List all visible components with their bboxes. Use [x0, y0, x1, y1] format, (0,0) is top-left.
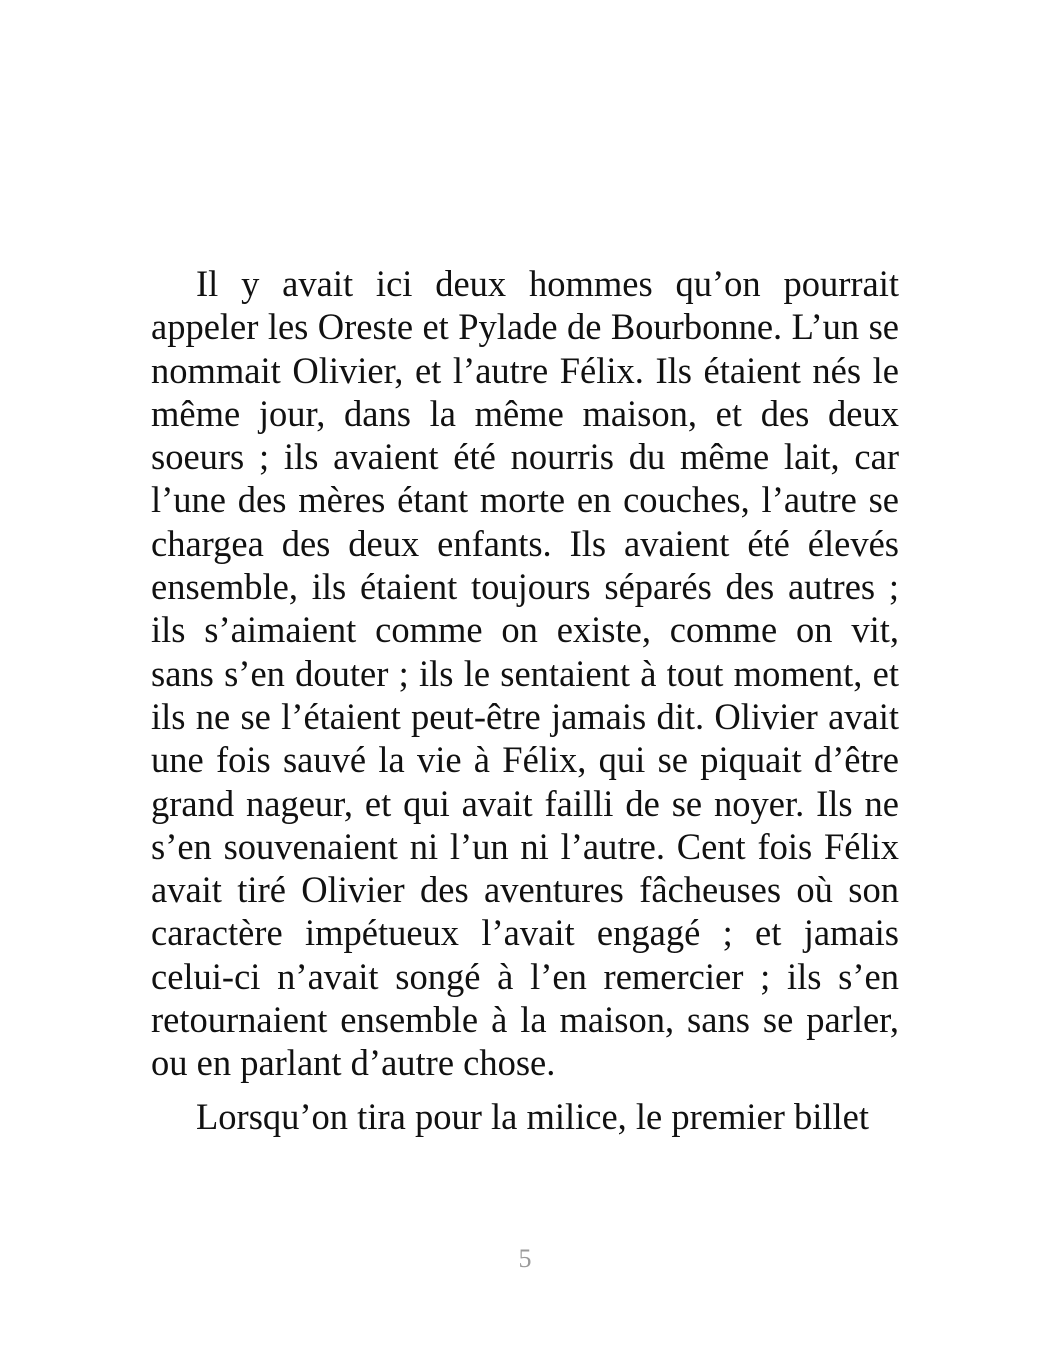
page-number: 5	[518, 1244, 532, 1273]
body-text	[151, 262, 899, 1148]
paragraph-2: Lorsqu’on tira pour la milice, le premier billet	[196, 1095, 870, 1137]
paragraph-1: Il y avait ici deux hommes qu’on pourrait appeler les Oreste et Pylade de Bourbonne. L’un se nommait Olivier, et l’autre Félix. Ils étaient nés le même jour, dans la même maison, et des deux soeurs ; ils avaient été nourris du même lait, car l’une des mères étant morte en couches, l’autre se chargea des deux enfants. Ils avaient été élevés ensemble, ils étaient toujours séparés des autres ; ils s’aimaient comme on existe, comme on vit, sans s’en douter ; ils le sentaient à tout moment, et ils ne se l’étaient peut-être jamais dit. Olivier avait une fois sauvé la vie à Félix, qui se piquait d’être grand nageur, et qui avait failli de se noyer. Ils ne s’en souvenaient ni l’un ni l’autre. Cent fois Félix avait tiré Olivier des aventures fâcheuses où son caractère impétueux l’avait engagé ; et jamais celui-ci n’avait songé à l’en remercier ; ils s’en retournaient ensemble à la maison, sans se parler, ou en parlant d’autre chose.	[151, 263, 899, 1084]
